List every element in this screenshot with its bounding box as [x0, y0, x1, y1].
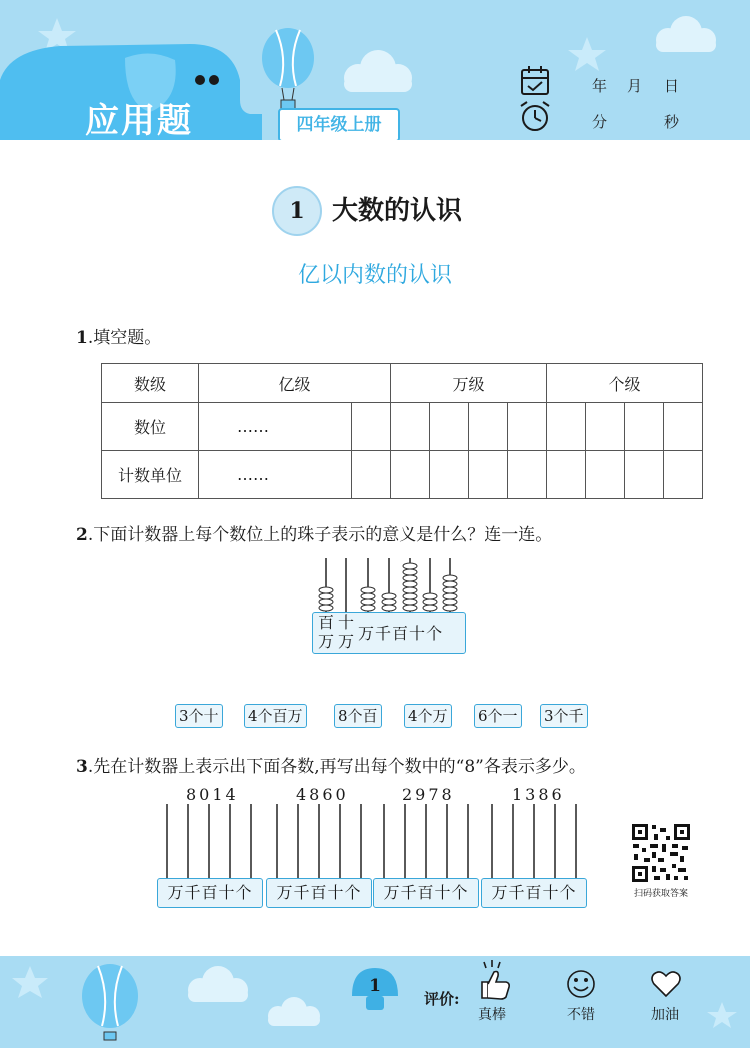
question-number: 1 [76, 328, 88, 348]
abacus-label-box [312, 612, 466, 654]
page-footer [0, 956, 750, 1048]
blank-cell[interactable] [586, 451, 625, 499]
group-header: 万级 [391, 364, 547, 403]
row-label: 数级 [102, 364, 199, 403]
blank-cell[interactable] [586, 403, 625, 451]
calendar-icon [522, 66, 548, 94]
question-2 [76, 520, 552, 545]
section-title: 大数的认识 [332, 196, 463, 226]
question-text: .下面计数器上每个数位上的珠子表示的意义是什么？连一连。 [87, 525, 553, 545]
balloon-icon [262, 28, 314, 109]
section-number: 1 [272, 186, 322, 236]
question-number: 2 [76, 525, 88, 545]
thumbs-up-icon [482, 960, 509, 999]
page-number: 1 [369, 976, 381, 996]
question-1 [76, 323, 161, 348]
grade-tag: 四年级上册 [278, 108, 400, 140]
rating-option[interactable]: 不错 [567, 1007, 595, 1023]
number-label: 4860 [296, 785, 349, 804]
row-label: 计数单位 [102, 451, 199, 499]
blank-cell[interactable] [547, 403, 586, 451]
question-text: .先在计数器上表示出下面各数,再写出每个数中的“8”各表示多少。 [87, 757, 586, 777]
star-icon [707, 1002, 737, 1028]
number-label: 8014 [186, 785, 239, 804]
label-places: 万千百十个 [358, 624, 444, 643]
abacus-beads [300, 554, 470, 614]
blank-cell[interactable] [469, 403, 508, 451]
group-header: 亿级 [199, 364, 391, 403]
option-box[interactable]: 8个百 [334, 704, 382, 728]
star-icon [12, 966, 48, 998]
ellipsis-cell: …… [199, 403, 352, 451]
cloud-icon [344, 50, 412, 92]
blank-cell[interactable] [391, 451, 430, 499]
label-shi-wan: 十 万 [337, 613, 354, 651]
time-second-label: 秒 [664, 113, 680, 131]
empty-counters-rods [150, 800, 600, 880]
qr-caption: 扫码获取答案 [633, 889, 688, 899]
cloud-icon [268, 997, 320, 1026]
number-label: 1386 [512, 785, 565, 804]
option-box[interactable]: 3个十 [175, 704, 223, 728]
blank-cell[interactable] [508, 403, 547, 451]
option-box[interactable]: 3个千 [540, 704, 588, 728]
date-year-label: 年 [592, 77, 608, 95]
date-month-label: 月 [627, 77, 643, 95]
counter-label: 万千百十个 [373, 878, 479, 908]
blank-cell[interactable] [664, 403, 703, 451]
balloon-icon [82, 964, 138, 1040]
number-label: 2978 [402, 785, 455, 804]
blank-cell[interactable] [352, 403, 391, 451]
question-number: 3 [76, 757, 88, 777]
heart-icon [652, 972, 680, 996]
blank-cell[interactable] [391, 403, 430, 451]
rating-label: 评价: [424, 990, 460, 1008]
cloud-icon [188, 966, 248, 1002]
section-subtitle: 亿以内数的认识 [297, 263, 452, 288]
row-label: 数位 [102, 403, 199, 451]
blank-cell[interactable] [664, 451, 703, 499]
qr-code-icon[interactable] [630, 822, 692, 884]
option-box[interactable]: 4个万 [404, 704, 452, 728]
counter-label: 万千百十个 [266, 878, 372, 908]
star-icon [568, 37, 606, 71]
group-header: 个级 [547, 364, 703, 403]
blank-cell[interactable] [508, 451, 547, 499]
blank-cell[interactable] [430, 403, 469, 451]
rating-option[interactable]: 加油 [651, 1007, 679, 1023]
smiley-icon [568, 971, 594, 997]
place-value-table [101, 363, 703, 499]
rating-option[interactable]: 真棒 [478, 1007, 506, 1023]
footer-decoration [0, 956, 750, 1048]
blank-cell[interactable] [547, 451, 586, 499]
blank-cell[interactable] [352, 451, 391, 499]
question-text: .填空题。 [87, 328, 162, 348]
page-header [0, 0, 750, 140]
option-box[interactable]: 6个一 [474, 704, 522, 728]
blank-cell[interactable] [625, 451, 664, 499]
blank-cell[interactable] [625, 403, 664, 451]
alarm-clock-icon [521, 102, 549, 130]
counter-label: 万千百十个 [157, 878, 263, 908]
cloud-icon [656, 16, 716, 52]
question-3 [76, 752, 586, 777]
date-day-label: 日 [664, 77, 680, 95]
blank-cell[interactable] [430, 451, 469, 499]
option-box[interactable]: 4个百万 [244, 704, 307, 728]
ellipsis-cell: …… [199, 451, 352, 499]
time-minute-label: 分 [592, 113, 608, 131]
counter-label: 万千百十个 [481, 878, 587, 908]
blank-cell[interactable] [469, 451, 508, 499]
header-title: 应用题 [85, 101, 193, 140]
label-bai-wan: 百 万 [317, 613, 334, 651]
